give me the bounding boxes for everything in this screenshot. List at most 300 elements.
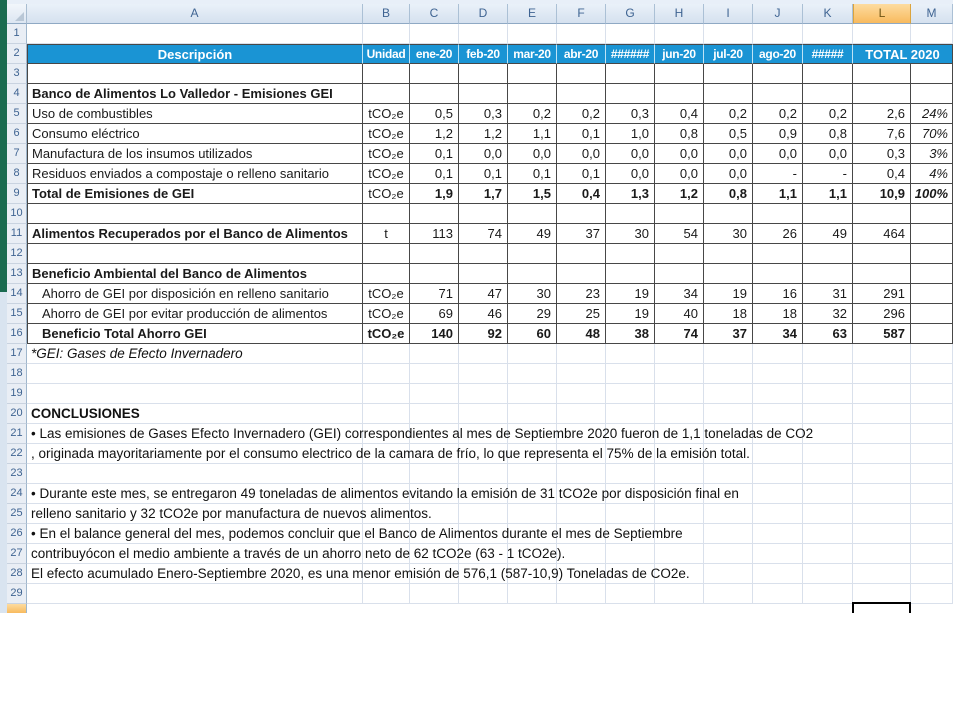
value-cell[interactable] <box>803 64 853 84</box>
header-unidad[interactable]: Unidad <box>363 44 410 64</box>
row-header-24[interactable]: 24 <box>7 484 27 504</box>
value-cell[interactable] <box>410 204 459 224</box>
value-cell[interactable]: - <box>803 164 853 184</box>
cell[interactable] <box>655 464 704 484</box>
row-header-11[interactable]: 11 <box>7 224 27 244</box>
value-cell[interactable]: 1,1 <box>753 184 803 204</box>
value-cell[interactable] <box>655 244 704 264</box>
percent-cell[interactable] <box>911 304 953 324</box>
row-header-5[interactable]: 5 <box>7 104 27 124</box>
cell[interactable] <box>459 24 508 44</box>
value-cell[interactable] <box>459 64 508 84</box>
unit-cell[interactable]: tCO₂e <box>363 184 410 204</box>
total-cell[interactable] <box>853 84 911 104</box>
value-cell[interactable] <box>803 244 853 264</box>
header-month[interactable]: abr-20 <box>557 44 606 64</box>
value-cell[interactable] <box>655 264 704 284</box>
row-header-3[interactable]: 3 <box>7 64 27 84</box>
row-header-19[interactable]: 19 <box>7 384 27 404</box>
cell[interactable] <box>557 384 606 404</box>
cell[interactable] <box>911 464 953 484</box>
value-cell[interactable]: 34 <box>655 284 704 304</box>
value-cell[interactable]: 25 <box>557 304 606 324</box>
cell[interactable] <box>410 464 459 484</box>
value-cell[interactable]: 31 <box>803 284 853 304</box>
cell[interactable] <box>27 384 363 404</box>
header-month[interactable]: ene-20 <box>410 44 459 64</box>
percent-cell[interactable] <box>911 224 953 244</box>
cell[interactable] <box>911 384 953 404</box>
unit-cell[interactable]: tCO₂e <box>363 304 410 324</box>
value-cell[interactable]: 19 <box>704 284 753 304</box>
value-cell[interactable]: 47 <box>459 284 508 304</box>
total-cell[interactable]: 464 <box>853 224 911 244</box>
percent-cell[interactable] <box>911 324 953 344</box>
row-header-26[interactable]: 26 <box>7 524 27 544</box>
cell[interactable] <box>508 24 557 44</box>
column-header-E[interactable]: E <box>508 4 557 24</box>
value-cell[interactable] <box>704 84 753 104</box>
value-cell[interactable]: 32 <box>803 304 853 324</box>
value-cell[interactable]: 30 <box>704 224 753 244</box>
cell[interactable] <box>803 584 853 604</box>
total-cell[interactable]: 296 <box>853 304 911 324</box>
percent-cell[interactable] <box>911 204 953 224</box>
header-month[interactable]: jun-20 <box>655 44 704 64</box>
value-cell[interactable]: 16 <box>753 284 803 304</box>
value-cell[interactable]: 48 <box>557 324 606 344</box>
cell[interactable] <box>911 364 953 384</box>
cell[interactable] <box>459 584 508 604</box>
value-cell[interactable]: 37 <box>557 224 606 244</box>
value-cell[interactable] <box>410 264 459 284</box>
value-cell[interactable]: 0,0 <box>803 144 853 164</box>
cell[interactable] <box>655 24 704 44</box>
header-month[interactable]: ##### <box>803 44 853 64</box>
value-cell[interactable]: 60 <box>508 324 557 344</box>
value-cell[interactable] <box>606 64 655 84</box>
column-header-M[interactable]: M <box>911 4 953 24</box>
cell[interactable] <box>803 24 853 44</box>
cell[interactable] <box>508 584 557 604</box>
unit-cell[interactable]: tCO₂e <box>363 124 410 144</box>
unit-cell[interactable]: tCO₂e <box>363 164 410 184</box>
value-cell[interactable]: 1,5 <box>508 184 557 204</box>
value-cell[interactable]: 1,7 <box>459 184 508 204</box>
cell[interactable] <box>27 584 363 604</box>
row-label[interactable] <box>27 244 363 264</box>
value-cell[interactable] <box>459 244 508 264</box>
percent-cell[interactable] <box>911 264 953 284</box>
value-cell[interactable] <box>557 84 606 104</box>
value-cell[interactable]: 0,2 <box>557 104 606 124</box>
header-descripcion[interactable]: Descripción <box>27 44 363 64</box>
value-cell[interactable]: 0,5 <box>410 104 459 124</box>
value-cell[interactable]: 0,0 <box>606 144 655 164</box>
column-header-C[interactable]: C <box>410 4 459 24</box>
row-label[interactable]: Ahorro de GEI por disposición en relleno sanitario <box>27 284 363 304</box>
cell[interactable] <box>410 384 459 404</box>
cell[interactable] <box>459 464 508 484</box>
total-cell[interactable]: 2,6 <box>853 104 911 124</box>
cell[interactable] <box>853 364 911 384</box>
value-cell[interactable]: 0,0 <box>655 144 704 164</box>
row-header-15[interactable]: 15 <box>7 304 27 324</box>
value-cell[interactable] <box>459 204 508 224</box>
value-cell[interactable]: 34 <box>753 324 803 344</box>
value-cell[interactable]: 0,0 <box>459 144 508 164</box>
value-cell[interactable] <box>606 84 655 104</box>
cell[interactable] <box>655 384 704 404</box>
row-header-4[interactable]: 4 <box>7 84 27 104</box>
value-cell[interactable]: 1,1 <box>508 124 557 144</box>
cell[interactable] <box>911 584 953 604</box>
total-cell[interactable]: 7,6 <box>853 124 911 144</box>
value-cell[interactable] <box>704 244 753 264</box>
cell[interactable] <box>557 24 606 44</box>
cell[interactable] <box>753 464 803 484</box>
row-header-6[interactable]: 6 <box>7 124 27 144</box>
cell[interactable] <box>508 364 557 384</box>
row-label[interactable]: Ahorro de GEI por evitar producción de alimentos <box>27 304 363 324</box>
unit-cell[interactable] <box>363 244 410 264</box>
row-header-1[interactable]: 1 <box>7 24 27 44</box>
column-header-A[interactable]: A <box>27 4 363 24</box>
row-label[interactable]: Manufactura de los insumos utilizados <box>27 144 363 164</box>
cell[interactable] <box>557 464 606 484</box>
value-cell[interactable]: 0,2 <box>753 104 803 124</box>
value-cell[interactable]: 0,8 <box>655 124 704 144</box>
value-cell[interactable]: 1,0 <box>606 124 655 144</box>
value-cell[interactable]: 0,1 <box>557 164 606 184</box>
value-cell[interactable]: 0,0 <box>557 144 606 164</box>
value-cell[interactable] <box>655 84 704 104</box>
column-header-I[interactable]: I <box>704 4 753 24</box>
value-cell[interactable]: 0,3 <box>459 104 508 124</box>
cell[interactable] <box>363 364 410 384</box>
value-cell[interactable]: 0,2 <box>508 104 557 124</box>
value-cell[interactable] <box>508 84 557 104</box>
cell[interactable] <box>655 584 704 604</box>
value-cell[interactable]: 40 <box>655 304 704 324</box>
cell[interactable] <box>853 384 911 404</box>
value-cell[interactable]: 26 <box>753 224 803 244</box>
row-header-7[interactable]: 7 <box>7 144 27 164</box>
active-cell-indicator[interactable] <box>852 602 911 613</box>
cell[interactable] <box>27 464 363 484</box>
value-cell[interactable]: 0,0 <box>606 164 655 184</box>
row-label[interactable]: Beneficio Ambiental del Banco de Alimentos <box>27 264 363 284</box>
row-label[interactable]: Total de Emisiones de GEI <box>27 184 363 204</box>
value-cell[interactable] <box>508 64 557 84</box>
cell[interactable] <box>363 384 410 404</box>
row-header-14[interactable]: 14 <box>7 284 27 304</box>
cell[interactable] <box>363 24 410 44</box>
row-header-2[interactable]: 2 <box>7 44 27 64</box>
value-cell[interactable]: 0,1 <box>410 144 459 164</box>
column-header-G[interactable]: G <box>606 4 655 24</box>
value-cell[interactable]: 1,2 <box>655 184 704 204</box>
percent-cell[interactable] <box>911 284 953 304</box>
header-month[interactable]: mar-20 <box>508 44 557 64</box>
row-header-25[interactable]: 25 <box>7 504 27 524</box>
value-cell[interactable]: 0,3 <box>606 104 655 124</box>
percent-cell[interactable]: 70% <box>911 124 953 144</box>
value-cell[interactable]: 1,9 <box>410 184 459 204</box>
value-cell[interactable] <box>508 264 557 284</box>
value-cell[interactable] <box>557 64 606 84</box>
total-cell[interactable] <box>853 264 911 284</box>
cell[interactable] <box>803 364 853 384</box>
value-cell[interactable] <box>753 244 803 264</box>
percent-cell[interactable]: 100% <box>911 184 953 204</box>
value-cell[interactable]: 38 <box>606 324 655 344</box>
row-label[interactable]: Residuos enviados a compostaje o relleno sanitario <box>27 164 363 184</box>
value-cell[interactable]: 18 <box>753 304 803 324</box>
value-cell[interactable]: 0,0 <box>655 164 704 184</box>
value-cell[interactable] <box>753 204 803 224</box>
value-cell[interactable]: 37 <box>704 324 753 344</box>
header-month[interactable]: jul-20 <box>704 44 753 64</box>
cell[interactable] <box>459 384 508 404</box>
total-cell[interactable] <box>853 244 911 264</box>
cell[interactable] <box>606 384 655 404</box>
cell[interactable] <box>911 24 953 44</box>
row-header-8[interactable]: 8 <box>7 164 27 184</box>
unit-cell[interactable]: tCO₂e <box>363 144 410 164</box>
row-header-22[interactable]: 22 <box>7 444 27 464</box>
cell[interactable] <box>853 584 911 604</box>
cell[interactable] <box>363 584 410 604</box>
value-cell[interactable] <box>704 264 753 284</box>
value-cell[interactable]: 0,4 <box>557 184 606 204</box>
unit-cell[interactable] <box>363 84 410 104</box>
unit-cell[interactable]: tCO₂e <box>363 324 410 344</box>
cell[interactable] <box>459 364 508 384</box>
total-cell[interactable]: 587 <box>853 324 911 344</box>
value-cell[interactable] <box>557 244 606 264</box>
value-cell[interactable] <box>606 204 655 224</box>
cell[interactable] <box>606 24 655 44</box>
total-cell[interactable]: 10,9 <box>853 184 911 204</box>
total-cell[interactable] <box>853 204 911 224</box>
cell[interactable] <box>606 584 655 604</box>
value-cell[interactable]: 1,2 <box>410 124 459 144</box>
cell[interactable] <box>753 584 803 604</box>
percent-cell[interactable] <box>911 84 953 104</box>
cell[interactable] <box>410 584 459 604</box>
row-header-20[interactable]: 20 <box>7 404 27 424</box>
value-cell[interactable]: 19 <box>606 304 655 324</box>
total-cell[interactable] <box>853 64 911 84</box>
cell[interactable] <box>363 464 410 484</box>
value-cell[interactable] <box>655 204 704 224</box>
cell[interactable] <box>704 464 753 484</box>
value-cell[interactable] <box>753 264 803 284</box>
value-cell[interactable]: 49 <box>508 224 557 244</box>
cell[interactable] <box>704 24 753 44</box>
value-cell[interactable] <box>459 264 508 284</box>
value-cell[interactable] <box>753 64 803 84</box>
value-cell[interactable]: 74 <box>655 324 704 344</box>
cell[interactable] <box>410 364 459 384</box>
value-cell[interactable] <box>753 84 803 104</box>
total-cell[interactable]: 291 <box>853 284 911 304</box>
percent-cell[interactable] <box>911 244 953 264</box>
row-header-29[interactable]: 29 <box>7 584 27 604</box>
value-cell[interactable]: 0,0 <box>753 144 803 164</box>
cell[interactable] <box>655 364 704 384</box>
row-header-9[interactable]: 9 <box>7 184 27 204</box>
cell[interactable] <box>27 364 363 384</box>
value-cell[interactable] <box>803 204 853 224</box>
cell[interactable] <box>410 24 459 44</box>
value-cell[interactable]: 0,2 <box>803 104 853 124</box>
cell[interactable] <box>853 24 911 44</box>
value-cell[interactable] <box>655 64 704 84</box>
value-cell[interactable]: 71 <box>410 284 459 304</box>
unit-cell[interactable]: tCO₂e <box>363 104 410 124</box>
value-cell[interactable]: 0,8 <box>704 184 753 204</box>
cell[interactable] <box>753 384 803 404</box>
value-cell[interactable] <box>410 84 459 104</box>
column-header-B[interactable]: B <box>363 4 410 24</box>
row-header-13[interactable]: 13 <box>7 264 27 284</box>
value-cell[interactable]: 0,0 <box>704 144 753 164</box>
column-header-J[interactable]: J <box>753 4 803 24</box>
row-header-18[interactable]: 18 <box>7 364 27 384</box>
row-header-28[interactable]: 28 <box>7 564 27 584</box>
row-header-21[interactable]: 21 <box>7 424 27 444</box>
value-cell[interactable]: 23 <box>557 284 606 304</box>
value-cell[interactable]: 0,1 <box>508 164 557 184</box>
value-cell[interactable]: 63 <box>803 324 853 344</box>
cell[interactable] <box>704 364 753 384</box>
header-month[interactable]: ago-20 <box>753 44 803 64</box>
row-header-10[interactable]: 10 <box>7 204 27 224</box>
value-cell[interactable]: 0,0 <box>704 164 753 184</box>
cell[interactable] <box>557 584 606 604</box>
value-cell[interactable]: 92 <box>459 324 508 344</box>
cell[interactable] <box>704 384 753 404</box>
row-label[interactable] <box>27 204 363 224</box>
value-cell[interactable] <box>557 264 606 284</box>
row-header-16[interactable]: 16 <box>7 324 27 344</box>
row-30-header-sliver[interactable] <box>7 604 27 613</box>
percent-cell[interactable]: 24% <box>911 104 953 124</box>
column-header-L[interactable]: L <box>853 4 911 24</box>
cell[interactable] <box>704 584 753 604</box>
percent-cell[interactable] <box>911 64 953 84</box>
value-cell[interactable] <box>704 204 753 224</box>
value-cell[interactable]: 113 <box>410 224 459 244</box>
value-cell[interactable]: 30 <box>606 224 655 244</box>
total-cell[interactable]: 0,3 <box>853 144 911 164</box>
row-label[interactable]: Uso de combustibles <box>27 104 363 124</box>
value-cell[interactable] <box>704 64 753 84</box>
value-cell[interactable] <box>410 64 459 84</box>
cell[interactable] <box>803 464 853 484</box>
cell[interactable] <box>853 464 911 484</box>
header-month[interactable]: ###### <box>606 44 655 64</box>
value-cell[interactable]: 0,0 <box>508 144 557 164</box>
row-header-17[interactable]: 17 <box>7 344 27 364</box>
value-cell[interactable]: - <box>753 164 803 184</box>
column-header-H[interactable]: H <box>655 4 704 24</box>
row-header-12[interactable]: 12 <box>7 244 27 264</box>
row-header-23[interactable]: 23 <box>7 464 27 484</box>
value-cell[interactable] <box>508 244 557 264</box>
cell[interactable] <box>753 24 803 44</box>
value-cell[interactable]: 1,2 <box>459 124 508 144</box>
value-cell[interactable]: 74 <box>459 224 508 244</box>
cell[interactable] <box>557 364 606 384</box>
unit-cell[interactable] <box>363 64 410 84</box>
value-cell[interactable] <box>606 264 655 284</box>
unit-cell[interactable]: t <box>363 224 410 244</box>
percent-cell[interactable]: 4% <box>911 164 953 184</box>
value-cell[interactable]: 140 <box>410 324 459 344</box>
value-cell[interactable]: 29 <box>508 304 557 324</box>
value-cell[interactable] <box>803 264 853 284</box>
cell[interactable] <box>508 384 557 404</box>
header-total[interactable]: TOTAL 2020 <box>853 44 953 64</box>
value-cell[interactable]: 18 <box>704 304 753 324</box>
row-header-27[interactable]: 27 <box>7 544 27 564</box>
column-header-F[interactable]: F <box>557 4 606 24</box>
total-cell[interactable]: 0,4 <box>853 164 911 184</box>
value-cell[interactable]: 1,3 <box>606 184 655 204</box>
value-cell[interactable] <box>557 204 606 224</box>
percent-cell[interactable]: 3% <box>911 144 953 164</box>
unit-cell[interactable]: tCO₂e <box>363 284 410 304</box>
value-cell[interactable]: 1,1 <box>803 184 853 204</box>
value-cell[interactable] <box>606 244 655 264</box>
value-cell[interactable]: 49 <box>803 224 853 244</box>
cell[interactable] <box>753 364 803 384</box>
row-label[interactable]: Banco de Alimentos Lo Valledor - Emisiones GEI <box>27 84 363 104</box>
value-cell[interactable]: 46 <box>459 304 508 324</box>
cell[interactable] <box>803 384 853 404</box>
row-label[interactable]: Alimentos Recuperados por el Banco de Alimentos <box>27 224 363 244</box>
cell[interactable] <box>606 364 655 384</box>
value-cell[interactable]: 0,1 <box>410 164 459 184</box>
value-cell[interactable] <box>459 84 508 104</box>
value-cell[interactable] <box>410 244 459 264</box>
row-label[interactable]: Beneficio Total Ahorro GEI <box>27 324 363 344</box>
value-cell[interactable]: 0,9 <box>753 124 803 144</box>
cell[interactable] <box>508 464 557 484</box>
header-month[interactable]: feb-20 <box>459 44 508 64</box>
value-cell[interactable] <box>803 84 853 104</box>
value-cell[interactable]: 0,1 <box>557 124 606 144</box>
value-cell[interactable]: 0,8 <box>803 124 853 144</box>
column-header-K[interactable]: K <box>803 4 853 24</box>
value-cell[interactable]: 0,4 <box>655 104 704 124</box>
select-all-corner[interactable] <box>7 4 27 24</box>
value-cell[interactable]: 0,5 <box>704 124 753 144</box>
value-cell[interactable]: 19 <box>606 284 655 304</box>
value-cell[interactable]: 54 <box>655 224 704 244</box>
cell[interactable] <box>606 464 655 484</box>
unit-cell[interactable] <box>363 204 410 224</box>
value-cell[interactable] <box>508 204 557 224</box>
value-cell[interactable]: 0,1 <box>459 164 508 184</box>
column-header-D[interactable]: D <box>459 4 508 24</box>
value-cell[interactable]: 69 <box>410 304 459 324</box>
row-label[interactable]: Consumo eléctrico <box>27 124 363 144</box>
value-cell[interactable]: 0,2 <box>704 104 753 124</box>
